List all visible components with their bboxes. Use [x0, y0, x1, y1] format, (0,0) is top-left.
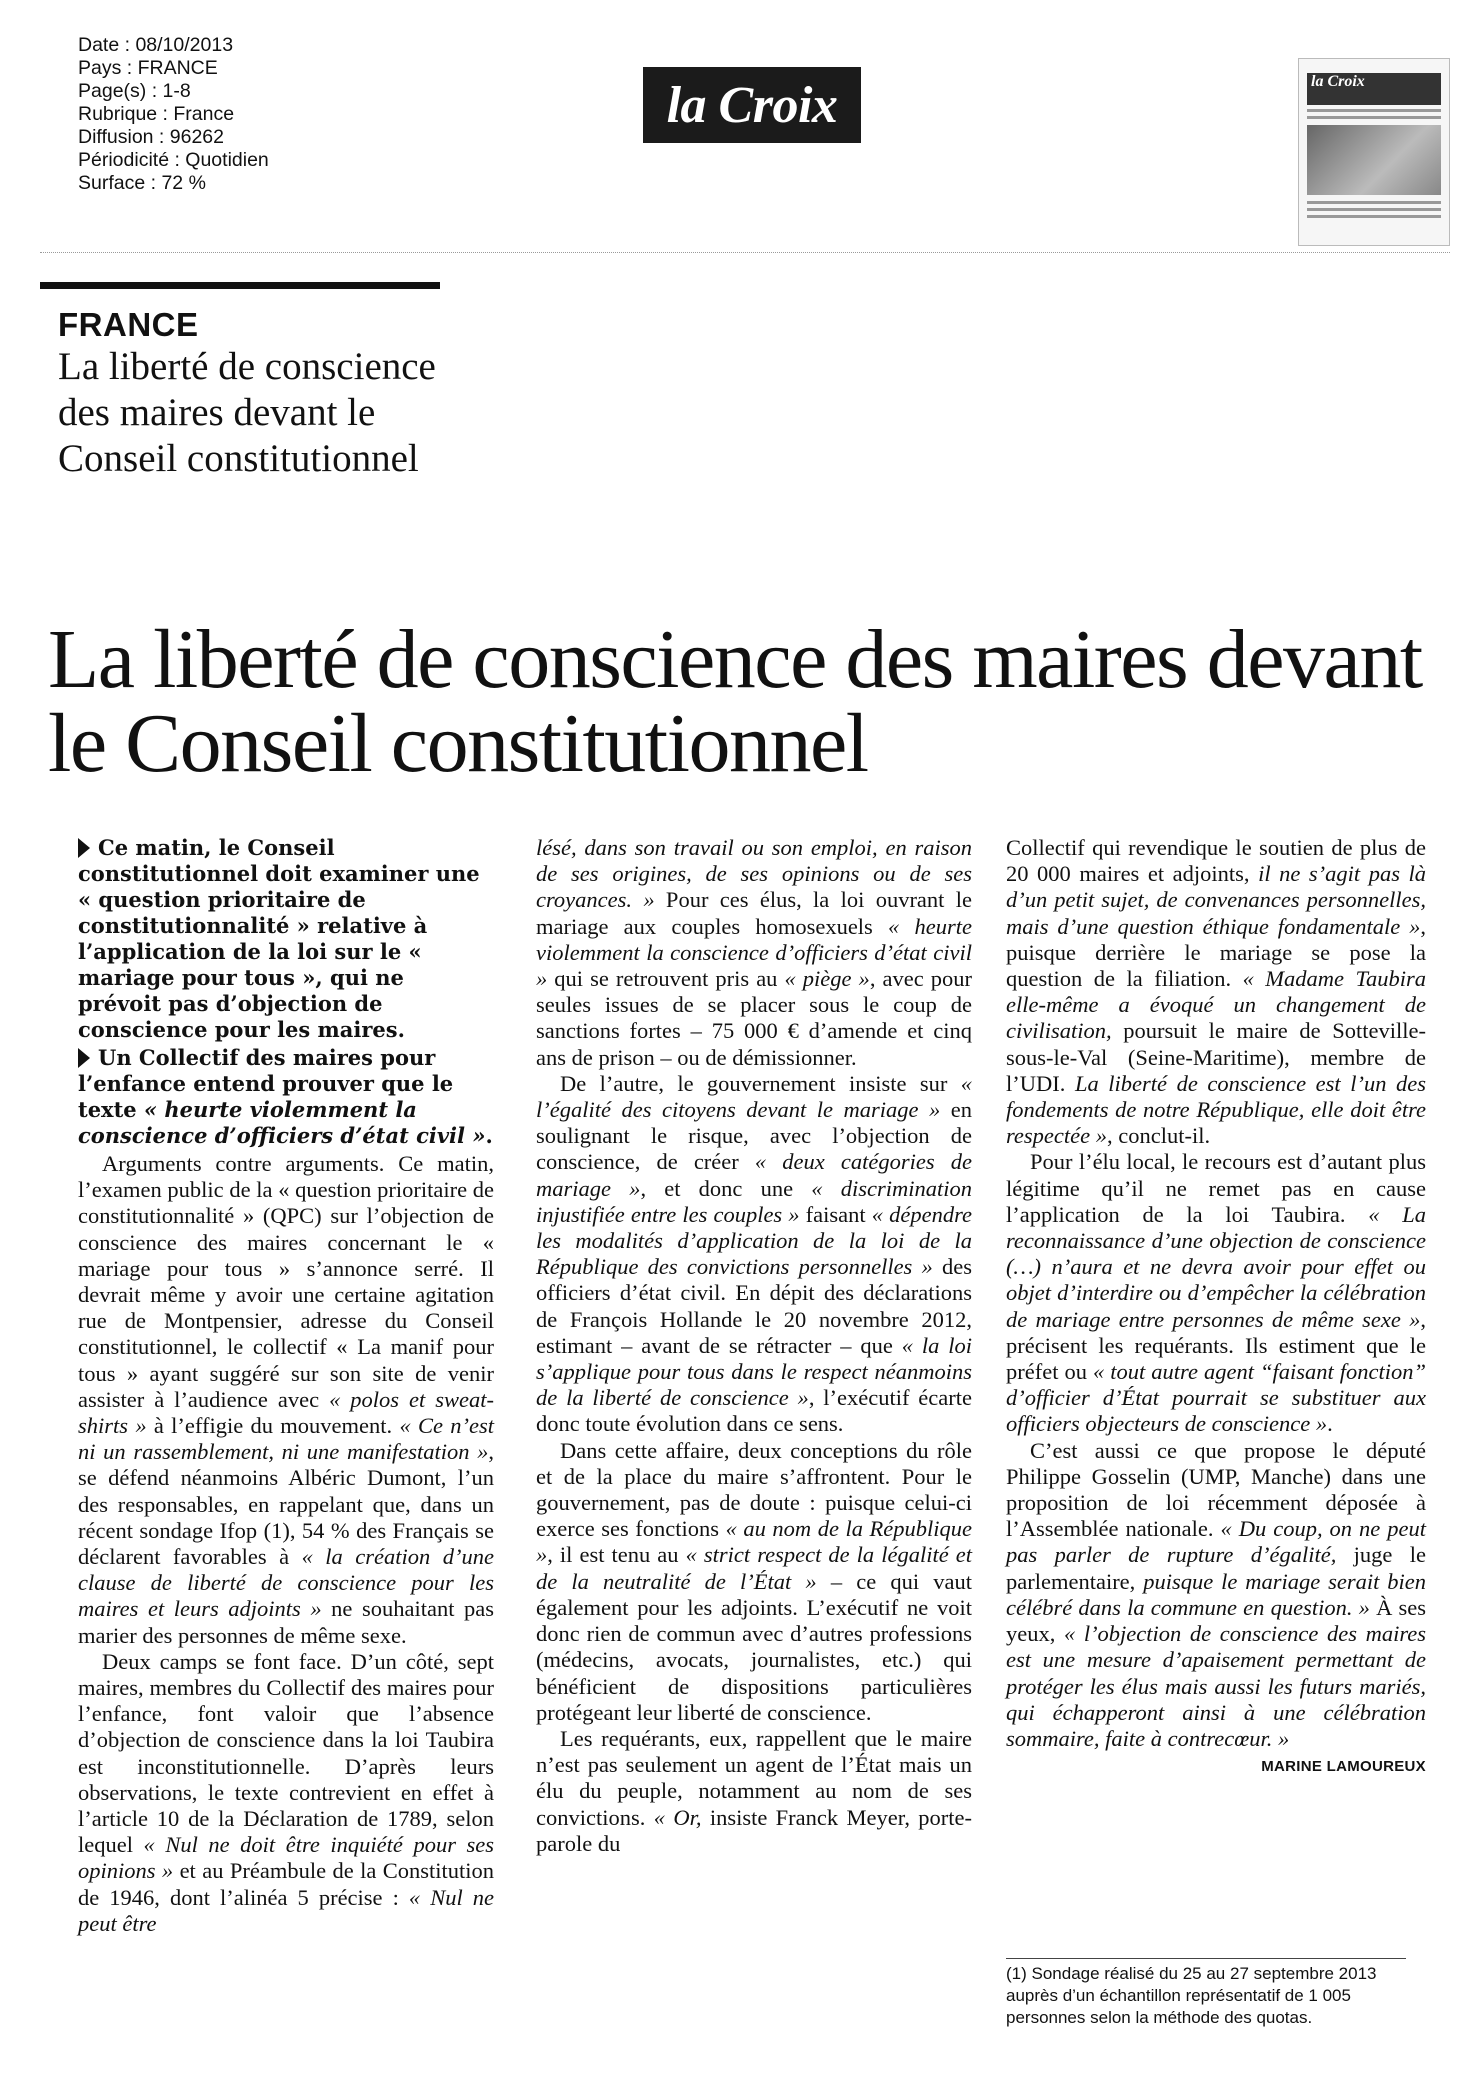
section-label: FRANCE — [58, 306, 199, 343]
meta-surface: Surface : 72 % — [78, 172, 206, 194]
article-column-1 — [78, 835, 494, 1937]
meta-country: Pays : FRANCE — [78, 57, 218, 79]
article-column-3 — [1006, 835, 1426, 1780]
meta-rubric: Rubrique : France — [78, 103, 235, 125]
lead-paragraph: Un Collectif des maires pour l’enfance entend prouver que le texte « heurte violemment la conscience d’officiers d’état civil ». — [78, 1045, 493, 1148]
body-paragraph: Pour l’élu local, le recours est d’autant plus légitime qu’il ne remet pas en cause l’application de la loi Taubira. « La reconnaissance d’une objection de conscience (…) n’aura et ne devra avoir pour effet ou objet d’interdire ou d’empêcher la célébration de mariage entre personnes de même sexe », précisent les requérants. Ils estiment que le préfet ou « tout autre agent “faisant fonction” d’officier d’État pourrait se substituer aux officiers objecteurs de conscience ». — [1006, 1149, 1427, 1437]
body-paragraph: De l’autre, le gouvernement insiste sur « l’égalité des citoyens devant le mariage » en soulignant le risque, avec l’objection de conscience, de créer « deux catégories de mariage », et donc une « discrimination injustifiée entre les couples » faisant « dépendre les modalités d’application de la loi de la République des convictions personnelles » des officiers d’état civil. En dépit des déclarations de François Hollande le 20 novembre 2012, estimant – avant de se rétracter – que « la loi s’applique pour tous dans le respect néanmoins de la liberté de conscience », l’exécutif écarte donc toute évolution dans ce sens. — [536, 1070, 972, 1437]
lead-paragraph: Ce matin, le Conseil constitutionnel doit examiner une « question prioritaire de constitutionnalité » relative à l’application de la loi sur le « mariage pour tous », qui ne prévoit pas d’objection de conscience pour les maires. — [78, 835, 480, 1042]
body-paragraph: lésé, dans son travail ou son emploi, en raison de ses origines, de ses opinions ou de ses croyances. » Pour ces élus, la loi ouvrant le mariage aux couples homosexuels « heurte violemment la conscience d’officiers d’état civil » qui se retrouvent pris au « piège », avec pour seules issues de se placer sous le coup de sanctions fortes – 75 000 € d’amende et cinq ans de prison – ou de démissionner. — [536, 835, 972, 1070]
article-headline: La liberté de conscience des maires devant le Conseil constitutionnel — [48, 613, 1422, 790]
press-metadata — [78, 34, 269, 195]
body-paragraph: Deux camps se font face. D’un côté, sept maires, membres du Collectif des maires pour l’enfance, font valoir que l’absence d’objection de conscience dans la loi Taubira est inconstitutionnelle. D’après leurs observations, le texte contrevient en effet à l’article 10 de la Déclaration de 1789, selon lequel « Nul ne doit être inquiété pour ses opinions » et au Préambule de la Constitution de 1946, dont l’alinéa 5 précise : « Nul ne peut être — [78, 1648, 495, 1936]
author-byline: MARINE LAMOUREUX — [1261, 1758, 1426, 1776]
front-page-thumbnail — [1298, 58, 1450, 246]
section-rule — [40, 282, 440, 289]
meta-date: Date : 08/10/2013 — [78, 34, 234, 56]
newspaper-logo: la Croix — [643, 67, 861, 143]
body-paragraph: Les requérants, eux, rappellent que le maire n’est pas seulement un agent de l’État mais un élu du peuple, notamment au nom de ses convictions. « Or, insiste Franck Meyer, porte-parole du — [536, 1725, 973, 1856]
bullet-triangle-icon — [78, 838, 90, 858]
dotted-divider — [40, 252, 1450, 253]
body-paragraph: Dans cette affaire, deux conceptions du rôle et de la place du maire s’affrontent. Pour le gouvernement, pas de doute : puisque celui-ci exerce ses fonctions « au nom de la République », il est tenu au « strict respect de la légalité et de la neutralité de l’État » – ce qui vaut également pour les adjoints. L’exécutif ne voit donc rien de commun avec d’autres professions (médecins, avocats, journalistes, etc.) qui bénéficient de dispositions particulières protégeant leur liberté de conscience. — [536, 1437, 972, 1725]
thumbnail-masthead: la Croix — [1307, 73, 1441, 105]
summary-title: La liberté de conscience des maires devant le Conseil constitutionnel — [58, 345, 436, 480]
thumbnail-photo — [1307, 125, 1441, 195]
meta-pages: Page(s) : 1-8 — [78, 80, 191, 102]
body-paragraph: Arguments contre arguments. Ce matin, l’examen public de la « question prioritaire de constitutionnalité » (QPC) sur l’objection de conscience des maires concernant le « mariage pour tous » s’annonce serré. Il devrait même y avoir une certaine agitation rue de Montpensier, adresse du Conseil constitutionnel, le collectif « La manif pour tous » ayant suggéré sur son site de venir assister à l’audience avec « polos et sweat-shirts » à l’effigie du mouvement. « Ce n’est ni un rassemblement, ni une manifestation », se défend néanmoins Albéric Dumont, l’un des responsables, en rappelant que, dans un récent sondage Ifop (1), 54 % des Français se déclarent favorables à « la création d’une clause de liberté de conscience pour les maires et leurs adjoints » ne souhaitant pas marier des personnes de même sexe. — [78, 1151, 495, 1648]
body-paragraph: Collectif qui revendique le soutien de plus de 20 000 maires et adjoints, il ne s’agit pas là d’un petit sujet, de convenances personnelles, mais d’une question éthique fondamentale », puisque derrière le mariage se pose la question de la filiation. « Madame Taubira elle-même a évoqué un changement de civilisation, poursuit le maire de Sotteville-sous-le-Val (Seine-Maritime), membre de l’UDI. La liberté de conscience est l’un des fondements de notre République, elle doit être respectée », conclut-il. — [1006, 835, 1427, 1149]
footnote: (1) Sondage réalisé du 25 au 27 septembre 2013 auprès d’un échantillon représentatif de 1 005 personnes selon la méthode des quotas. — [1006, 1958, 1406, 2029]
body-paragraph: C’est aussi ce que propose le député Philippe Gosselin (UMP, Manche) dans une proposition de loi récemment déposée à l’Assemblée nationale. « Du coup, on ne peut pas parler de rupture d’égalité, juge le parlementaire, puisque le mariage serait bien célébré dans la commune en question. » À ses yeux, « l’objection de conscience des maires est une mesure d’apaisement permettant de protéger les élus mais aussi les futurs mariés, qui échapperont ainsi à une célébration sommaire, faite à contrecœur. » — [1006, 1437, 1427, 1751]
meta-periodicity: Périodicité : Quotidien — [78, 149, 269, 171]
meta-circulation: Diffusion : 96262 — [78, 126, 224, 148]
bullet-triangle-icon — [78, 1048, 90, 1068]
article-column-2 — [536, 835, 972, 1857]
